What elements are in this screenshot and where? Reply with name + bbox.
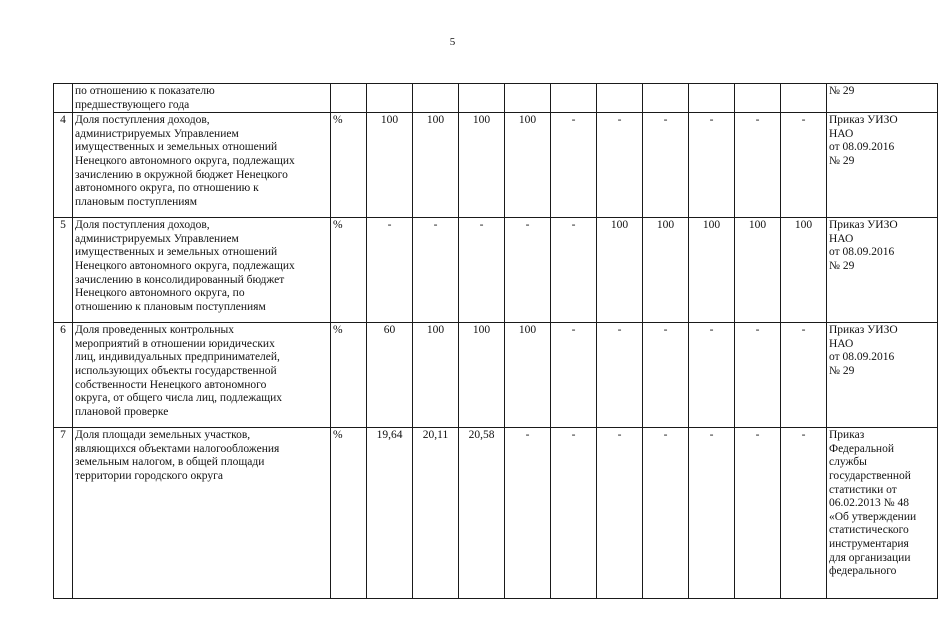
value-cell: - bbox=[689, 113, 735, 218]
unit-cell: % bbox=[331, 113, 367, 218]
row-number: 5 bbox=[54, 218, 73, 323]
source-document bbox=[827, 113, 938, 218]
value-cell: 100 bbox=[643, 218, 689, 323]
source-document bbox=[827, 428, 938, 599]
description-line: предшествующего года bbox=[75, 98, 190, 111]
source-document-line: Приказ bbox=[829, 429, 865, 442]
source-document-line: статистического bbox=[829, 524, 909, 537]
indicators-table bbox=[53, 83, 938, 599]
value-cell bbox=[505, 84, 551, 113]
description-line: зачислению в консолидированный бюджет bbox=[75, 273, 285, 286]
source-document-line: Приказ УИЗО bbox=[829, 219, 898, 232]
source-document-line: НАО bbox=[829, 337, 854, 350]
value-cell: - bbox=[551, 218, 597, 323]
value-cell: - bbox=[689, 428, 735, 599]
value-cell: 100 bbox=[413, 113, 459, 218]
table-row bbox=[54, 323, 938, 428]
value-cell: - bbox=[597, 113, 643, 218]
value-cell: 100 bbox=[781, 218, 827, 323]
source-document-line: НАО bbox=[829, 232, 854, 245]
source-document-line: государственной bbox=[829, 469, 911, 482]
source-document-line: № 29 bbox=[829, 85, 855, 97]
unit-cell bbox=[331, 84, 367, 113]
source-document-line: № 29 bbox=[829, 364, 855, 377]
source-document-line: инструментария bbox=[829, 537, 909, 550]
indicator-description bbox=[73, 218, 331, 323]
value-cell: - bbox=[597, 428, 643, 599]
description-line: автономного округа, по отношению к bbox=[75, 182, 259, 195]
value-cell bbox=[459, 84, 505, 113]
source-document bbox=[827, 218, 938, 323]
value-cell: 60 bbox=[367, 323, 413, 428]
value-cell: - bbox=[643, 428, 689, 599]
source-document bbox=[827, 323, 938, 428]
unit-cell: % bbox=[331, 218, 367, 323]
table-row bbox=[54, 218, 938, 323]
description-line: Доля площади земельных участков, bbox=[75, 429, 251, 442]
source-document-line: 06.02.2013 № 48 bbox=[829, 497, 909, 510]
table-row bbox=[54, 428, 938, 599]
description-line: Доля поступления доходов, bbox=[75, 114, 210, 127]
description-line: отношению к плановым поступлениям bbox=[75, 300, 266, 313]
indicator-description bbox=[73, 84, 331, 113]
indicator-description bbox=[73, 428, 331, 599]
value-cell: 100 bbox=[413, 323, 459, 428]
source-document-line: № 29 bbox=[829, 154, 855, 167]
description-line: по отношению к показателю bbox=[75, 85, 215, 97]
value-cell: - bbox=[689, 323, 735, 428]
source-document-line: НАО bbox=[829, 127, 854, 140]
source-document-line: федерального bbox=[829, 565, 897, 578]
value-cell: 20,58 bbox=[459, 428, 505, 599]
value-cell: 20,11 bbox=[413, 428, 459, 599]
description-line: лиц, индивидуальных предпринимателей, bbox=[75, 351, 280, 364]
row-number: 4 bbox=[54, 113, 73, 218]
value-cell: - bbox=[551, 323, 597, 428]
value-cell: 19,64 bbox=[367, 428, 413, 599]
description-line: собственности Ненецкого автономного bbox=[75, 378, 267, 391]
page-number: 5 bbox=[449, 36, 456, 48]
value-cell bbox=[643, 84, 689, 113]
value-cell: - bbox=[643, 113, 689, 218]
value-cell: - bbox=[735, 113, 781, 218]
description-line: округа, от общего числа лиц, подлежащих bbox=[75, 392, 283, 405]
indicator-description bbox=[73, 323, 331, 428]
description-line: Ненецкого автономного округа, подлежащих bbox=[75, 259, 295, 272]
source-document-line: от 08.09.2016 bbox=[829, 246, 895, 259]
row-number bbox=[54, 84, 73, 113]
description-line: являющихся объектами налогообложения bbox=[75, 442, 280, 455]
source-document bbox=[827, 84, 938, 113]
description-line: Ненецкого автономного округа, подлежащих bbox=[75, 154, 295, 167]
description-line: зачислению в окружной бюджет Ненецкого bbox=[75, 168, 288, 181]
value-cell: - bbox=[459, 218, 505, 323]
value-cell: - bbox=[735, 323, 781, 428]
value-cell bbox=[551, 84, 597, 113]
value-cell: 100 bbox=[597, 218, 643, 323]
unit-cell: % bbox=[331, 428, 367, 599]
value-cell: - bbox=[781, 113, 827, 218]
table-row bbox=[54, 113, 938, 218]
source-document-line: от 08.09.2016 bbox=[829, 351, 895, 364]
description-line: имущественных и земельных отношений bbox=[75, 141, 278, 154]
value-cell: - bbox=[505, 218, 551, 323]
source-document-line: «Об утверждении bbox=[829, 510, 917, 523]
value-cell: - bbox=[505, 428, 551, 599]
description-line: мероприятий в отношении юридических bbox=[75, 337, 275, 350]
source-document-line: Приказ УИЗО bbox=[829, 114, 898, 127]
value-cell: - bbox=[781, 428, 827, 599]
value-cell bbox=[413, 84, 459, 113]
value-cell: - bbox=[551, 113, 597, 218]
value-cell: 100 bbox=[459, 113, 505, 218]
source-document-line: Приказ УИЗО bbox=[829, 324, 898, 337]
value-cell: - bbox=[413, 218, 459, 323]
unit-cell: % bbox=[331, 323, 367, 428]
value-cell: 100 bbox=[367, 113, 413, 218]
description-line: Ненецкого автономного округа, по bbox=[75, 287, 245, 300]
value-cell: 100 bbox=[735, 218, 781, 323]
description-line: использующих объекты государственной bbox=[75, 364, 277, 377]
source-document-line: от 08.09.2016 bbox=[829, 141, 895, 154]
source-document-line: для организации bbox=[829, 551, 911, 564]
value-cell: 100 bbox=[505, 323, 551, 428]
source-document-line: Федеральной bbox=[829, 442, 894, 455]
description-line: территории городского округа bbox=[75, 469, 223, 482]
value-cell: 100 bbox=[689, 218, 735, 323]
value-cell: 100 bbox=[459, 323, 505, 428]
value-cell: - bbox=[781, 323, 827, 428]
value-cell: 100 bbox=[505, 113, 551, 218]
value-cell: - bbox=[735, 428, 781, 599]
description-line: имущественных и земельных отношений bbox=[75, 246, 278, 259]
description-line: плановым поступлениям bbox=[75, 195, 198, 208]
description-line: плановой проверке bbox=[75, 405, 169, 418]
value-cell bbox=[367, 84, 413, 113]
source-document-line: службы bbox=[829, 456, 867, 469]
value-cell: - bbox=[551, 428, 597, 599]
row-number: 6 bbox=[54, 323, 73, 428]
value-cell bbox=[689, 84, 735, 113]
description-line: земельным налогом, в общей площади bbox=[75, 456, 265, 469]
description-line: администрируемых Управлением bbox=[75, 127, 239, 140]
value-cell bbox=[735, 84, 781, 113]
value-cell: - bbox=[367, 218, 413, 323]
description-line: администрируемых Управлением bbox=[75, 232, 239, 245]
description-line: Доля проведенных контрольных bbox=[75, 324, 234, 337]
table-row bbox=[54, 84, 938, 113]
value-cell: - bbox=[643, 323, 689, 428]
source-document-line: № 29 bbox=[829, 259, 855, 272]
indicator-description bbox=[73, 113, 331, 218]
value-cell: - bbox=[597, 323, 643, 428]
row-number: 7 bbox=[54, 428, 73, 599]
description-line: Доля поступления доходов, bbox=[75, 219, 210, 232]
value-cell bbox=[781, 84, 827, 113]
source-document-line: статистики от bbox=[829, 483, 897, 496]
value-cell bbox=[597, 84, 643, 113]
